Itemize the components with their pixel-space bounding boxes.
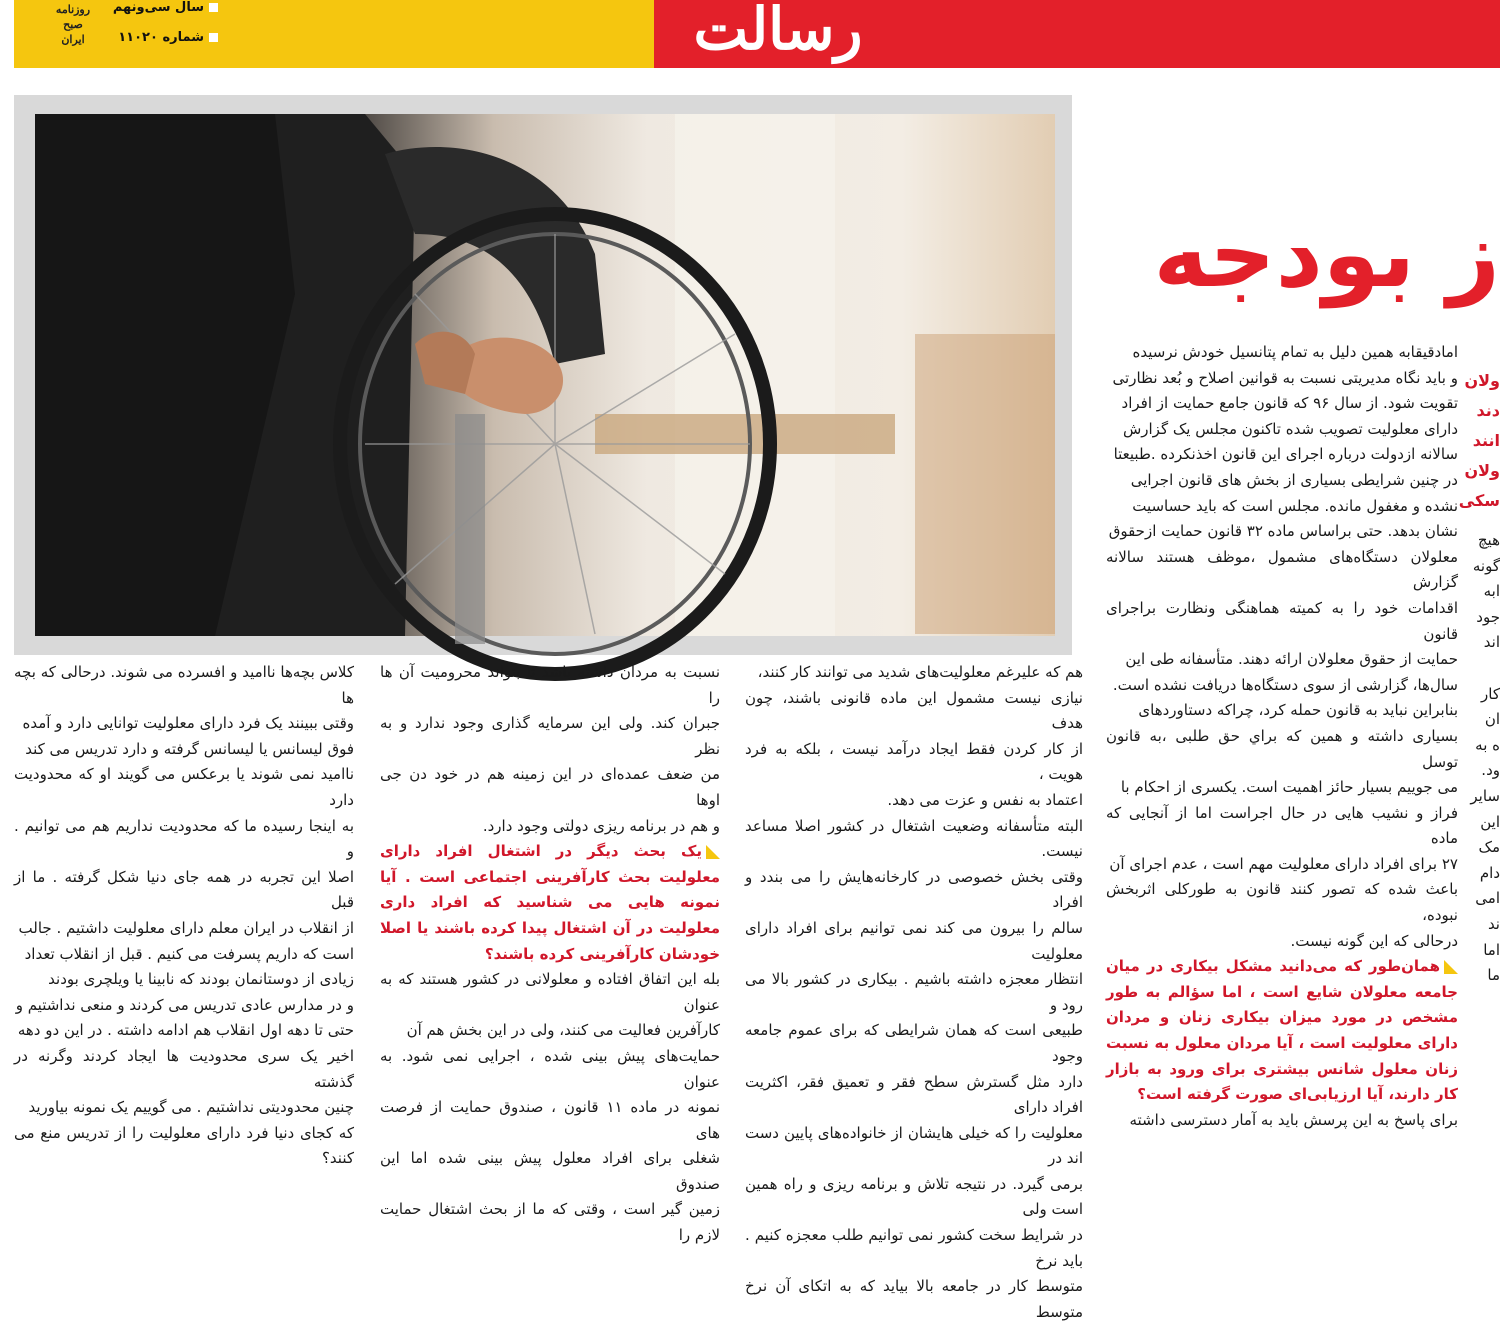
text-line: است که داریم پسرفت می کنیم . قبل از انقلاب تعداد [24,944,354,963]
article-column-2 [380,660,721,1245]
text-fragment [1462,656,1500,682]
text-line: از کار کردن فقط ایجاد درآمد نیست ، بلکه به فرد هویت ، [745,739,1083,784]
issue-label: شماره ۱۱۰۲۰ [118,30,204,45]
interview-question: همان‌طور که می‌دانید مشکل بیکاری در میان جامعه معلولان شایع است ، اما سؤالم به طور مشخص در مورد میزان بیکاری زنان و مردان دارای معلولیت است ، آیا مردان معلول به نسبت زنان معلول شانس بیشتری برای ورود به بازار کار دارند، آیا ارزیابی‌ای صورت گرفته است؟ [1106,957,1458,1104]
newspaper-logo: رسالت [693,0,863,63]
text-line: و در مدارس عادی تدریس می کردند و منعی نداشتیم و [15,995,354,1014]
text-line: متوسط کار در جامعه بالا بیاید که به اتکای آن نرخ متوسط [745,1277,1083,1321]
text-line: در شرایط سخت کشور نمی توانیم طلب معجزه کنیم . باید نرخ [745,1226,1083,1270]
text-line: وقتی بخش خصوصی در کارخانه‌هایش را می بندد و افراد [745,867,1083,912]
text-line: نسبت به مردان داشته باشد تا بتواند محرومیت آن ها را [380,663,720,707]
text-line: ۲۷ برای افراد دارای معلولیت مهم است ، عدم اجرای آن [1109,854,1458,873]
year-label-row [112,0,218,15]
text-line: اقدامات خود را به کمیته هماهنگی ونظارت براجرای قانون [1106,598,1458,643]
text-line: اصلا این تجربه در همه جای دنیا شکل گرفته . ما از قبل [14,867,354,912]
text-line: نمونه در ماده ۱۱ قانون ، صندوق حمایت از فرصت های [380,1098,721,1142]
year-label: سال سی‌ونهم [112,0,204,15]
text-fragment: سکی [1458,491,1500,510]
text-line: البته متأسفانه وضعیت اشتغال در کشور اصلا مساعد نیست. [745,816,1083,861]
text-line: ناامید نمی شوند یا برعکس می گویند او که محدودیت دارد [14,765,354,809]
masthead-yellow-band [14,0,654,68]
issue-label-row [118,30,218,45]
text-line: دارای معلولیت تصویب شده تاکنون مجلس یک گزارش [1122,419,1458,438]
text-fragment: ساير [1470,786,1500,805]
text-line: و هم در برنامه ریزی دولتی وجود دارد. [482,816,720,835]
question-marker-icon [706,845,720,859]
text-line: انتظار معجزه داشته باشیم . بیکاری در کشور بالا می رود و [745,970,1083,1014]
text-line: نشده و مغفول مانده. مجلس است که باید حساسیت [1132,496,1458,515]
text-line: اخیر یک سری محدودیت ها ایجاد کردند وگرنه در گذشته [14,1046,354,1091]
text-line: بنابراین نباید به قانون حمله کرد، چراکه دستاوردهای [1138,701,1458,720]
text-line: سالانه ازدولت درباره اجرای این قانون اخذنکرده .طبیعتا [1113,445,1458,464]
text-line: حتی تا دهه اول انقلاب هم ادامه داشته . در این دو دهه [17,1021,354,1040]
edge-column-red-text [1458,366,1500,516]
square-bullet-icon [209,3,218,12]
text-fragment: ولان [1464,371,1500,390]
text-line: نیازی نیست مشمول این ماده قانونی باشند، چون هدف [745,688,1083,733]
text-fragment: این [1480,812,1500,831]
text-line: به اینجا رسیده ما که محدودیت نداریم هم می توانیم . و [14,816,354,861]
text-fragment: مک [1478,838,1500,857]
text-fragment: کار [1481,684,1500,703]
text-line: شغلی برای افراد معلول پیش بینی شده اما این صندوق [380,1149,720,1193]
text-fragment: ابه [1483,582,1500,601]
article-column-3 [745,660,1083,1321]
text-line: از انقلاب در ایران معلم دارای معلولیت داشتیم . جالب [18,918,354,937]
text-fragment: ولان [1464,461,1500,480]
text-line: کلاس بچه‌ها ناامید و افسرده می شوند. درحالی که بچه ها [14,663,354,707]
text-fragment: ان [1484,710,1500,729]
text-line: تقویت شود. از سال ۹۶ که قانون جامع حمایت از افراد [1121,394,1458,413]
interview-question: یک بحث دیگر در اشتغال افراد دارای معلولیت بحث کارآفرینی اجتماعی است . آیا نمونه هایی می شناسید که افراد داری معلولیت در آن اشتغال پیدا کرده باشند یا اصلا خودشان کارآفرینی کرده باشند؟ [380,842,720,963]
text-line: در چنین شرایطی بسیاری از بخش های قانون اجرایی [1130,470,1458,489]
text-line: درحالی که این گونه نیست. [1290,931,1458,950]
text-line: حمایت از حقوق معلولان ارائه دهند. متأسفانه طی این [1125,650,1458,669]
text-line: معلولیت را که خیلی هایشان از خانواده‌های پایین دست اند در [745,1123,1083,1168]
text-line: نشان بدهد. حتی براساس ماده ۳۲ قانون حمایت ازحقوق [1108,522,1458,541]
text-line: زیادی از دوستانمان بودند که نابینا یا ویلچری بودند [48,970,354,989]
text-line: وقتی ببینند یک فرد دارای معلولیت توانایی دارد و آمده [22,714,354,733]
brand-line: روزنامه [55,3,91,16]
text-fragment: ه به [1475,735,1500,754]
text-line: فراز و نشیب هایی در حال اجراست اما از آنجایی که ماده [1106,803,1458,848]
text-line: طبیعی است که همان شرایطی که برای عموم جامعه وجود [745,1021,1083,1065]
text-line: سالم را بیرون می کند نمی توانیم برای افراد دارای معلولیت [745,918,1083,963]
edge-column-text [1462,528,1500,1028]
text-line: حمایت‌های پیش بینی شده ، اجرایی نمی شود. به عنوان [380,1046,720,1091]
text-fragment: اند [1483,633,1500,652]
text-line: امادقیقابه همین دلیل به تمام پتانسیل خودش نرسیده [1132,343,1458,361]
text-line: و باید نگاه مدیریتی نسبت به قوانین اصلاح و بُعد نظارتی [1112,368,1458,387]
text-line: من ضعف عمده‌ای در این زمینه هم در خود دن جی اوها [380,765,720,809]
wheelchair-photo [35,114,1055,636]
text-fragment: دند [1476,401,1500,420]
text-line: زمین گیر است ، وقتی که ما از بحث اشتغال حمایت لازم را [380,1200,720,1245]
brand-line: ایران [61,33,85,46]
text-fragment: جود [1476,607,1500,626]
text-line: می جوییم بسیار حائز اهمیت است. یکسری از احکام با [1120,778,1458,797]
text-fragment: اما [1483,940,1500,959]
text-line: معلولان دستگاه‌های مشمول ،موظف هستند سالانه گزارش [1106,547,1458,592]
square-bullet-icon [209,33,218,42]
headline: ز بودجه [1153,201,1500,308]
article-column-right [1106,340,1458,1129]
text-line: کارآفرین فعالیت می کنند، ولی در این بخش هم آن [406,1021,720,1040]
text-fragment: انند [1472,431,1500,450]
text-line: هم که علیرغم معلولیت‌های شدید می توانند کار کنند، [757,663,1083,681]
text-fragment: دام [1479,863,1500,882]
text-line: سال‌ها، گزارشی از سوی دستگاه‌ها دریافت نشده است. [1112,675,1458,694]
wheelchair-icon [35,114,1055,636]
text-fragment: ود. [1481,761,1500,780]
text-line: چنین محدودیتی نداشتیم . می گوییم یک نمونه بیاورید [28,1098,354,1117]
text-fragment: گونه [1472,556,1500,575]
text-line: برمی گیرد. در نتیجه تلاش و برنامه ریزی و راه همین است ولی [745,1174,1083,1219]
question-marker-icon [1444,960,1458,974]
text-line: اعتماد به نفس و عزت می دهد. [887,790,1083,809]
brand-line: صبح [63,18,83,31]
text-line: جبران کند. ولی این سرمایه گذاری وجود ندارد و به نظر [380,714,720,758]
text-line: بله این اتفاق افتاده و معلولانی در کشور هستند که به عنوان [380,970,720,1014]
text-line: بسیاری داشته و همین که براي حق طلبی ،به قانون توسل [1106,726,1458,771]
text-line: دارد مثل گسترش سطح فقر و تعمیق فقر، اکثریت افراد دارای [745,1072,1083,1117]
text-fragment: هیچ [1477,531,1500,549]
text-fragment: امی [1475,889,1500,908]
article-column-1 [14,660,354,1168]
newspaper-brand [38,2,108,47]
text-fragment: ما [1487,966,1500,985]
text-line: که کجای دنیا فرد دارای معلولیت را از تدریس منع می کنند؟ [14,1123,354,1168]
text-line: برای پاسخ به این پرسش باید به آمار دسترسی داشته [1129,1110,1458,1129]
text-line: فوق لیسانس یا لیسانس گرفته و دارد تدریس می کند [25,739,354,758]
text-fragment: ند [1487,914,1500,933]
text-line: باعث شده که تصور کنند قانون به طورکلی اثربخش نبوده، [1106,880,1458,925]
